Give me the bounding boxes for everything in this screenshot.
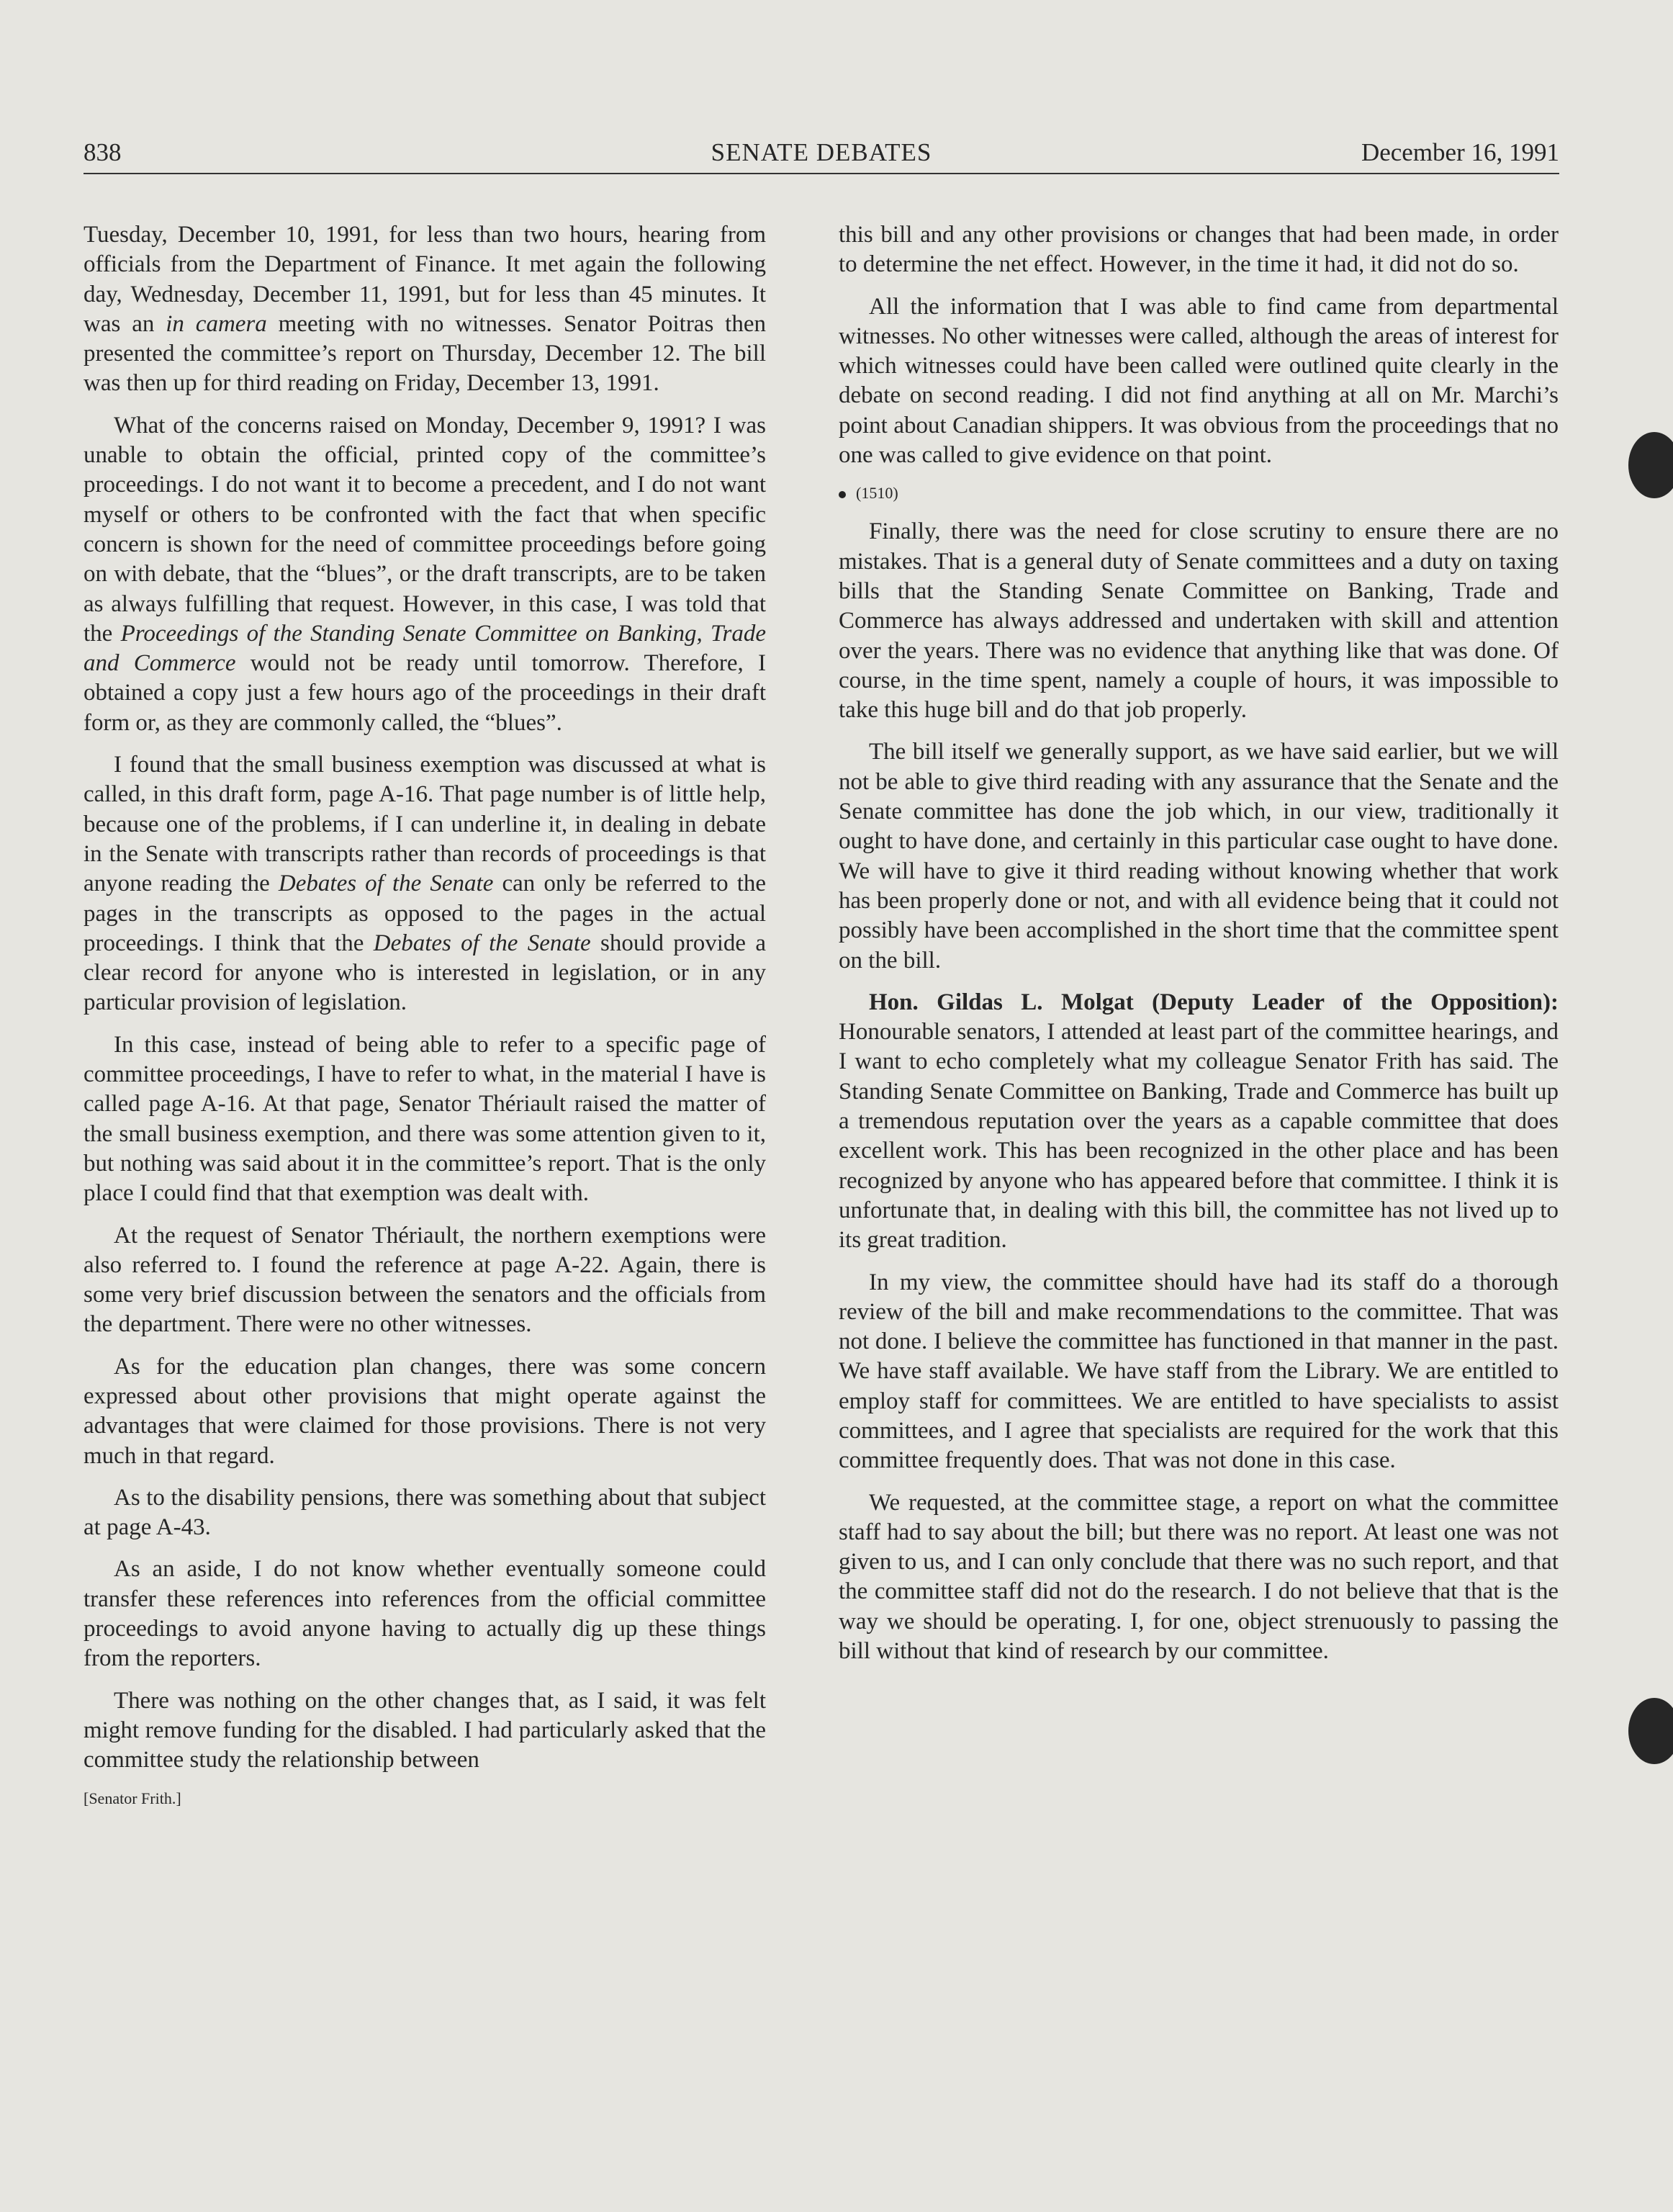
paragraph: What of the concerns raised on Monday, December 9, 1991? I was unable to obtain the official, printed copy of the committee’s proceedings. I do not want it to become a precedent, and I do not want myself or others to be confronted with the fact that when specific concern is shown for the need of committee proceedings before going on with debate, that the “blues”, or the draft transcripts, are to be taken as always fulfilling that request. However, in this case, I was told that the Proceedings of the Standing Senate Committee on Banking, Trade and Commerce would not be ready until tomorrow. Therefore, I obtained a copy just a few hours ago of the proceedings in their draft form or, as they are commonly called, the “blues”. (84, 412, 767, 736)
paragraph: In this case, instead of being able to refer to a specific page of committee proceedings, I have to refer to what, in the material I have is called page A-16. At that page, Senator Thériault raised the matter of the small business exemption, and there was some attention given to it, but nothing was said about it in the committee’s report. That is the only place I could find that that exemption was dealt with. (84, 1031, 766, 1207)
paragraph: There was nothing on the other changes that, as I said, it was felt might remove funding for the disabled. I had particularly asked that the committee study the relationship between (84, 1687, 766, 1773)
paragraph: As an aside, I do not know whether eventually someone could transfer these references into references from the official committee proceedings to avoid anyone having to actually dig up these things from the reporters. (84, 1556, 766, 1672)
speaker-name: Hon. Gildas L. Molgat (Deputy Leader of the Opposition): (869, 989, 1559, 1015)
paragraph: this bill and any other provisions or changes that had been made, in order to determine the net effect. However, in the time it had, it did not do so. (839, 222, 1559, 278)
paragraph: As to the disability pensions, there was something about that subject at page A-43. (84, 1484, 766, 1541)
paragraph: In my view, the committee should have had its staff do a thorough review of the bill and make recommendations to the committee. That was not done. I believe the committee has functioned in that manner in the past. We have staff available. We have staff from the Library. We are entitled to employ staff for committees. We are entitled to have specialists to assist committees, and I agree that specialists are required for the work that this committee frequently does. That was not done in this case. (839, 1269, 1559, 1474)
paragraph: Tuesday, December 10, 1991, for less than two hours, hearing from officials from the Department of Finance. It met again the following day, Wednesday, December 11, 1991, but for less than 45 minutes. It was an in camera meeting with no witnesses. Senator Poitras then presented the committee’s report on Thursday, December 12. The bill was then up for third reading on Friday, December 13, 1991. (84, 222, 767, 397)
running-title: SENATE DEBATES (711, 138, 932, 166)
paragraph: At the request of Senator Thériault, the northern exemptions were also referred to. I found the reference at page A-22. Again, there is some very brief discussion between the senators and the officials from the department. There were no other witnesses. (84, 1222, 766, 1338)
bullet-icon (839, 491, 846, 498)
right-column (839, 220, 1559, 1678)
paragraph: I found that the small business exemption was discussed at what is called, in this draft form, page A-16. That page number is of little help, because one of the problems, if I can underline it, in dealing in debate in the Senate with transcripts rather than records of proceedings is that anyone reading the Debates of the Senate can only be referred to the pages in the transcripts as opposed to the pages in the actual proceedings. I think that the Debates of the Senate should provide a clear record for anyone who is interested in legislation, or in any particular provision of legislation. (84, 752, 767, 1016)
paragraph: As for the education plan changes, there was some concern expressed about other provisions that might operate against the advantages that were claimed for those provisions. There is not very much in that regard. (84, 1353, 766, 1469)
page-number: 838 (84, 138, 122, 166)
left-column (84, 220, 766, 1809)
page-header (84, 137, 1559, 174)
time-marker: (1510) (839, 482, 1559, 504)
paragraph: All the information that I was able to find came from departmental witnesses. No other witnesses were called, although the areas of interest for which witnesses could have been called were outlined quite clearly in the debate on second reading. I did not find anything at all on Mr. Marchi’s point about Canadian shippers. It was obvious from the proceedings that no one was called to give evidence on that point. (839, 293, 1559, 469)
paragraph: We requested, at the committee stage, a report on what the committee staff had to say about the bill; but there was no report. At least one was not given to us, and I can only conclude that there was no such report, and that the committee staff did not do the research. I do not believe that that is the way we should be operating. I, for one, object strenuously to passing the bill without that kind of research by our committee. (839, 1489, 1559, 1665)
paragraph: Finally, there was the need for close scrutiny to ensure there are no mistakes. That is a general duty of Senate committees and a duty on taxing bills that the Standing Senate Committee on Banking, Trade and Commerce has always addressed and undertaken with skill and attention over the years. There was no evidence that anything like that was done. Of course, in the time spent, namely a couple of hours, it was impossible to take this huge bill and do that job properly. (839, 518, 1559, 724)
page-date: December 16, 1991 (1361, 138, 1559, 166)
paragraph: Hon. Gildas L. Molgat (Deputy Leader of the Opposition): Honourable senators, I attended at least part of the committee hearings, and I want to echo completely what my colleague Senator Frith has said. The Standing Senate Committee on Banking, Trade and Commerce has built up a tremendous reputation over the years as a capable committee that does excellent work. This has been recognized in the other place and has been recognized by anyone who has appeared before that committee. I think it is unfortunate that, in dealing with this bill, the committee has not lived up to its great tradition. (839, 989, 1559, 1254)
paragraph: The bill itself we generally support, as we have said earlier, but we will not be able to give third reading with any assurance that the Senate and the Senate committee has done the job which, in our view, traditionally it ought to have done, and certainly in this particular case ought to have done. We will have to give it third reading without knowing whether that work has been properly done or not, and with all evidence being that it could not possibly have been accomplished in the short time that the committee spent on the bill. (839, 739, 1559, 974)
punch-hole (1628, 1698, 1673, 1764)
punch-hole (1628, 432, 1673, 498)
speaker-attribution: [Senator Frith.] (84, 1789, 181, 1807)
